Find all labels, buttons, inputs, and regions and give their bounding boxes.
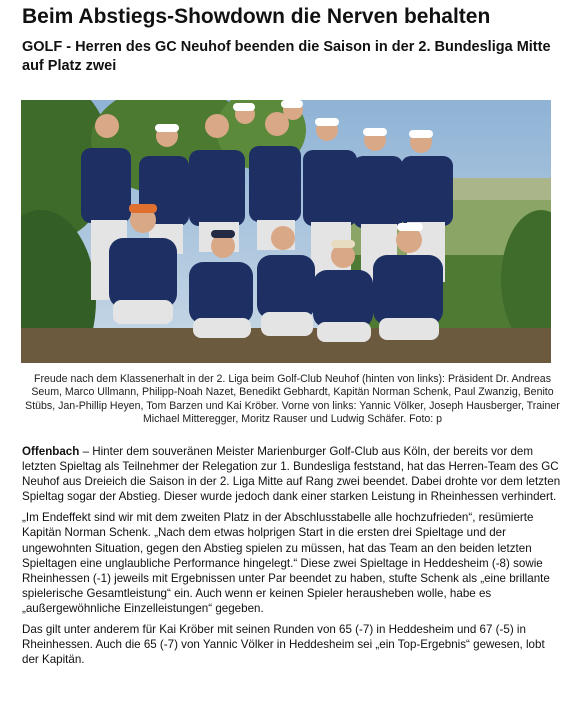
article-paragraph: „Im Endeffekt sind wir mit dem zweiten Platz in der Abschlusstabelle alle hochzufrieden“, resümierte Kapitän Norman Schenk. „Nach dem etwas holprigen Start in die ersten drei Spieltage und der ungewohnten Situation, gegen den Abstieg spielen zu müssen, hat das Team an den beiden letzten Spieltagen eine unglaubliche Performance hingelegt.“ Diese zwei Spieltage in Heddesheim (-8) sowie Rheinhessen (-1) jeweils mit Ergebnissen unter Par beendet zu haben, stufte Schenk als „eine brillante spielerische Gesamtleistung“ ein. Auch wenn er keinen Spieler herausheben wolle, habe es „außergewöhnliche Einzelleistungen“ gegeben.: [22, 511, 550, 615]
team-photo: [21, 100, 551, 363]
article-paragraph-text: – Hinter dem souveränen Meister Marienburger Golf-Club aus Köln, der bereits vor dem letzten Spieltag als Teilnehmer der Relegation zur 1. Bundesliga feststand, hat das Herren-Team des GC Neuhof aus Dreieich die Saison in der 2. Liga Mitte auf Rang zwei beendet. Dabei drohte vor dem letzten Spieltag sogar der Abstieg. Dieser wurde jedoch dank einer starken Leistung in Rheinhessen verhindert.: [22, 445, 561, 504]
article-dateline: Offenbach: [22, 445, 80, 458]
article-headline: Beim Abstiegs-Showdown die Nerven behalten: [22, 5, 491, 28]
article-paragraph: Das gilt unter anderem für Kai Kröber mit seinen Runden von 65 (-7) in Heddesheim und 67 (-5) in Rheinhessen. Auch die 65 (-7) von Yannic Völker in Heddesheim sei „ein Top-Ergebnis“ gewesen, lobt der Kapitän.: [22, 623, 545, 667]
article-body: [22, 444, 563, 673]
photo-caption: Freude nach dem Klassenerhalt in der 2. Liga beim Golf-Club Neuhof (hinten von links): Präsident Dr. Andreas Seum, Marco Ullmann, Philipp-Noah Nazet, Benedikt Gebhardt, Kapitän Norman Schenk, Paul Zwanzig, Benito Stübs, Jan-Phillip Heyen, Tom Barzen und Kai Kröber. Vorne von links: Yannic Völker, Joseph Hausberger, Trainer Michael Mitteregger, Moritz Rauser und Ludwig Schäfer. Foto: p: [25, 373, 560, 425]
article-paragraph: [22, 444, 563, 504]
article-subheadline: GOLF - Herren des GC Neuhof beenden die Saison in der 2. Bundesliga Mitte auf Platz zwei: [22, 39, 551, 74]
team-photo-illustration: [21, 100, 551, 363]
